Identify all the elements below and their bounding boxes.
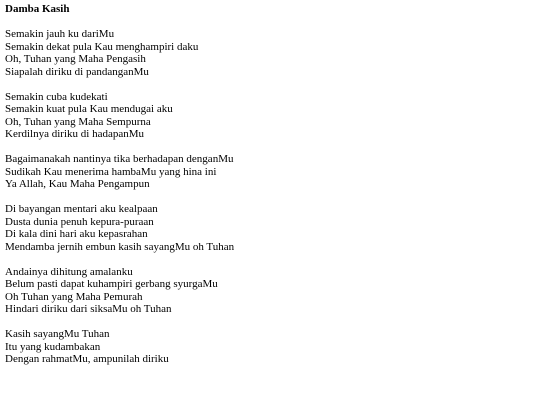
stanza-line: Kasih sayangMu Tuhan [5, 328, 110, 340]
stanza-6 [5, 328, 540, 366]
stanza-line: Belum pasti dapat kuhampiri gerbang syurgaMu [5, 278, 218, 290]
stanza-1 [5, 28, 540, 78]
stanza-line: Hindari diriku dari siksaMu oh Tuhan [5, 303, 172, 315]
stanza-line: Semakin kuat pula Kau mendugai aku [5, 103, 173, 115]
stanza-line: Siapalah diriku di pandanganMu [5, 65, 149, 78]
stanza-line: Itu yang kudambakan [5, 340, 101, 353]
stanza-3 [5, 153, 540, 191]
stanza-line: Oh Tuhan yang Maha Pemurah [5, 290, 143, 303]
stanza-line: Sudikah Kau menerima hambaMu yang hina ini [5, 165, 217, 178]
stanza-line: Kerdilnya diriku di hadapanMu [5, 128, 144, 140]
stanza-line: Dengan rahmatMu, ampunilah diriku [5, 353, 169, 365]
stanza-line: Di kala dini hari aku kepasrahan [5, 228, 148, 240]
stanza-line: Semakin jauh ku dariMu [5, 28, 115, 40]
stanza-line: Ya Allah, Kau Maha Pengampun [5, 178, 150, 190]
stanza-line: Bagaimanakah nantinya tika berhadapan denganMu [5, 153, 234, 165]
stanza-line: Semakin cuba kudekati [5, 90, 108, 103]
stanza-line: Di bayangan mentari aku kealpaan [5, 203, 158, 215]
stanza-line: Oh, Tuhan yang Maha Pengasih [5, 53, 146, 65]
stanza-line: Andainya dihitung amalanku [5, 265, 133, 278]
poem-title: Damba Kasih [5, 3, 70, 15]
stanza-line: Semakin dekat pula Kau menghampiri daku [5, 40, 199, 53]
stanza-line: Dusta dunia penuh kepura-puraan [5, 215, 154, 228]
stanza-5 [5, 266, 540, 316]
stanza-4 [5, 203, 540, 253]
stanza-2 [5, 91, 540, 141]
stanza-line: Mendamba jernih embun kasih sayangMu oh Tuhan [5, 240, 235, 253]
stanza-line: Oh, Tuhan yang Maha Sempurna [5, 115, 151, 128]
